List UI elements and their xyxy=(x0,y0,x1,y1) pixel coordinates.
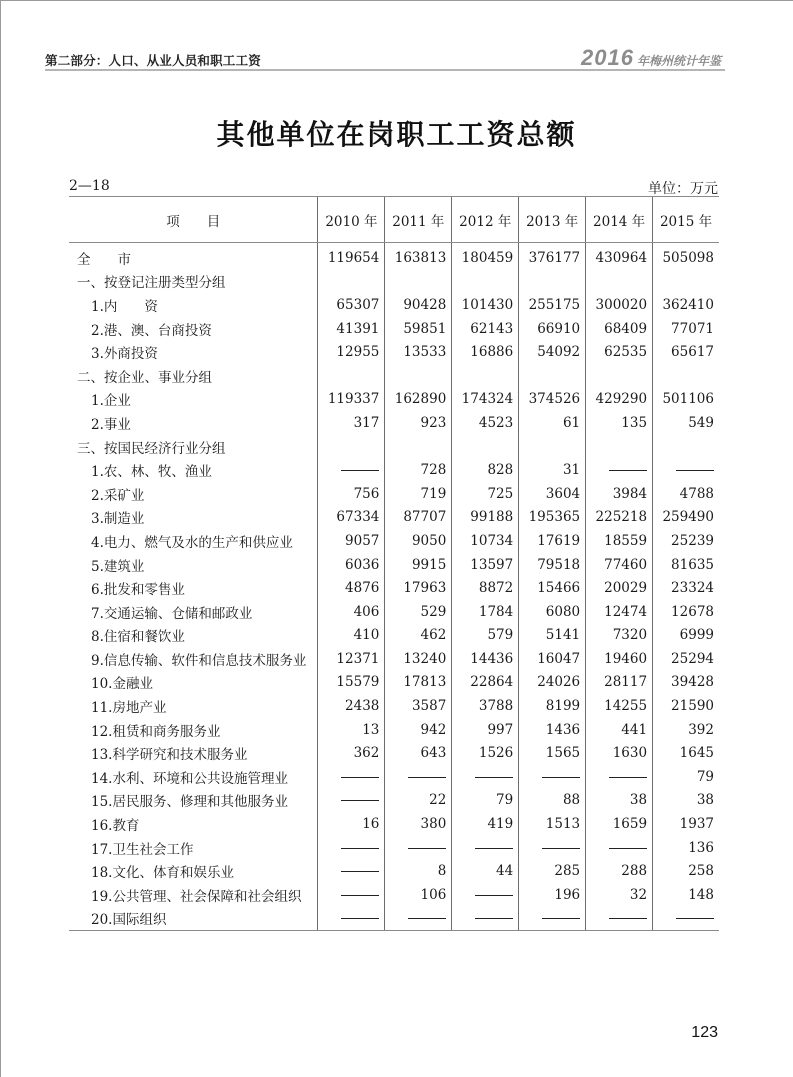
value-cell: 28117 xyxy=(586,671,653,695)
value-cell xyxy=(452,270,519,294)
value-cell: 79 xyxy=(653,765,719,789)
value-cell: 725 xyxy=(452,482,519,506)
value-cell: 148 xyxy=(653,883,719,907)
value-cell xyxy=(653,435,719,459)
dash-mark xyxy=(341,470,379,471)
value-cell: 13533 xyxy=(385,340,452,364)
value-cell: 162890 xyxy=(385,388,452,412)
row-label: 6.批发和零售业 xyxy=(91,582,185,599)
dash-mark xyxy=(542,777,580,778)
value-cell: 1513 xyxy=(519,812,586,836)
section-title: 第二部分：人口、从业人员和职工工资 xyxy=(45,53,261,68)
value-cell: 32 xyxy=(586,883,653,907)
table-row xyxy=(69,859,719,883)
no-data-dash xyxy=(519,907,586,931)
column-header-year: 2013 年 xyxy=(519,197,586,243)
value-cell: 3788 xyxy=(452,694,519,718)
unit-label: 单位：万元 xyxy=(648,181,718,197)
value-cell: 549 xyxy=(653,411,719,435)
value-cell: 6999 xyxy=(653,624,719,648)
value-cell: 21590 xyxy=(653,694,719,718)
value-cell: 196 xyxy=(519,883,586,907)
value-cell: 430964 xyxy=(586,243,653,270)
row-label: 3.外商投资 xyxy=(91,346,158,363)
table-row xyxy=(69,576,719,600)
table-number: 2—18 xyxy=(69,178,110,194)
value-cell xyxy=(385,435,452,459)
value-cell: 23324 xyxy=(653,576,719,600)
table-row xyxy=(69,647,719,671)
total-row xyxy=(69,243,719,270)
column-header-year: 2012 年 xyxy=(452,197,519,243)
value-cell: 99188 xyxy=(452,506,519,530)
running-header xyxy=(45,47,725,71)
row-label: 1.农、林、牧、渔业 xyxy=(91,464,212,481)
value-cell: 14255 xyxy=(586,694,653,718)
no-data-dash xyxy=(318,883,385,907)
no-data-dash xyxy=(586,458,653,482)
row-label: 10.金融业 xyxy=(91,676,153,693)
table-row xyxy=(69,741,719,765)
value-cell: 258 xyxy=(653,859,719,883)
value-cell: 1630 xyxy=(586,741,653,765)
value-cell: 16886 xyxy=(452,340,519,364)
value-cell xyxy=(452,435,519,459)
table-row xyxy=(69,317,719,341)
dash-mark xyxy=(676,470,714,471)
value-cell: 17813 xyxy=(385,671,452,695)
value-cell: 8199 xyxy=(519,694,586,718)
page-title: 其他单位在岗职工工资总额 xyxy=(216,118,577,151)
no-data-dash xyxy=(318,789,385,813)
value-cell: 9050 xyxy=(385,529,452,553)
row-label: 8.住宿和餐饮业 xyxy=(91,629,185,646)
dash-mark xyxy=(609,777,647,778)
table-row xyxy=(69,293,719,317)
no-data-dash xyxy=(586,836,653,860)
value-cell: 25239 xyxy=(653,529,719,553)
value-cell: 1659 xyxy=(586,812,653,836)
no-data-dash xyxy=(653,907,719,931)
yearbook-year: 2016 xyxy=(581,45,634,70)
no-data-dash xyxy=(452,765,519,789)
table-row xyxy=(69,388,719,412)
value-cell: 3604 xyxy=(519,482,586,506)
value-cell: 728 xyxy=(385,458,452,482)
value-cell xyxy=(519,270,586,294)
value-cell: 362410 xyxy=(653,293,719,317)
value-cell: 24026 xyxy=(519,671,586,695)
row-label: 1.企业 xyxy=(91,393,131,410)
column-header-item: 项 目 xyxy=(69,197,318,243)
row-label: 5.建筑业 xyxy=(91,558,145,575)
dash-mark xyxy=(676,918,714,919)
page-number: 123 xyxy=(691,1024,718,1041)
value-cell: 10734 xyxy=(452,529,519,553)
value-cell: 79518 xyxy=(519,553,586,577)
row-label: 12.租赁和商务服务业 xyxy=(91,723,221,740)
value-cell: 13240 xyxy=(385,647,452,671)
value-cell: 410 xyxy=(318,624,385,648)
no-data-dash xyxy=(318,859,385,883)
value-cell xyxy=(318,364,385,388)
value-cell: 4788 xyxy=(653,482,719,506)
value-cell: 2438 xyxy=(318,694,385,718)
value-cell xyxy=(653,364,719,388)
value-cell: 8 xyxy=(385,859,452,883)
dash-mark xyxy=(609,470,647,471)
value-cell: 1645 xyxy=(653,741,719,765)
value-cell: 88 xyxy=(519,789,586,813)
row-label: 18.文化、体育和娱乐业 xyxy=(91,865,234,882)
value-cell: 374526 xyxy=(519,388,586,412)
value-cell: 41391 xyxy=(318,317,385,341)
value-cell: 13 xyxy=(318,718,385,742)
value-cell: 259490 xyxy=(653,506,719,530)
value-cell: 719 xyxy=(385,482,452,506)
value-cell: 39428 xyxy=(653,671,719,695)
dash-mark xyxy=(542,848,580,849)
no-data-dash xyxy=(452,907,519,931)
value-cell: 15466 xyxy=(519,576,586,600)
value-cell: 300020 xyxy=(586,293,653,317)
value-cell: 38 xyxy=(653,789,719,813)
group-header-row xyxy=(69,435,719,459)
row-label: 2.事业 xyxy=(91,416,131,433)
value-cell: 90428 xyxy=(385,293,452,317)
value-cell: 5141 xyxy=(519,624,586,648)
value-cell: 22864 xyxy=(452,671,519,695)
value-cell xyxy=(653,270,719,294)
table-row xyxy=(69,624,719,648)
column-header-year: 2015 年 xyxy=(653,197,719,243)
value-cell: 4523 xyxy=(452,411,519,435)
value-cell: 44 xyxy=(452,859,519,883)
row-label: 3.制造业 xyxy=(91,511,145,528)
dash-mark xyxy=(341,777,379,778)
value-cell: 77460 xyxy=(586,553,653,577)
value-cell: 392 xyxy=(653,718,719,742)
no-data-dash xyxy=(318,765,385,789)
value-cell: 7320 xyxy=(586,624,653,648)
row-label: 11.房地产业 xyxy=(91,700,167,717)
value-cell: 1784 xyxy=(452,600,519,624)
table-row xyxy=(69,671,719,695)
value-cell: 67334 xyxy=(318,506,385,530)
value-cell: 3587 xyxy=(385,694,452,718)
group-header-row xyxy=(69,364,719,388)
value-cell: 255175 xyxy=(519,293,586,317)
value-cell: 79 xyxy=(452,789,519,813)
value-cell: 17619 xyxy=(519,529,586,553)
value-cell: 9057 xyxy=(318,529,385,553)
value-cell: 77071 xyxy=(653,317,719,341)
dash-mark xyxy=(609,848,647,849)
value-cell: 119337 xyxy=(318,388,385,412)
table-row xyxy=(69,836,719,860)
dash-mark xyxy=(341,848,379,849)
value-cell: 16 xyxy=(318,812,385,836)
value-cell: 38 xyxy=(586,789,653,813)
value-cell: 288 xyxy=(586,859,653,883)
yearbook-title: 年梅州统计年鉴 xyxy=(636,54,721,68)
table-row xyxy=(69,529,719,553)
row-label: 2.港、澳、台商投资 xyxy=(91,322,212,339)
no-data-dash xyxy=(318,836,385,860)
table-row xyxy=(69,411,719,435)
dash-mark xyxy=(408,848,446,849)
value-cell: 923 xyxy=(385,411,452,435)
value-cell: 1937 xyxy=(653,812,719,836)
value-cell: 68409 xyxy=(586,317,653,341)
value-cell: 317 xyxy=(318,411,385,435)
value-cell xyxy=(519,364,586,388)
dash-mark xyxy=(341,871,379,872)
value-cell: 22 xyxy=(385,789,452,813)
row-label: 14.水利、环境和公共设施管理业 xyxy=(91,770,288,787)
row-label: 19.公共管理、社会保障和社会组织 xyxy=(91,888,302,905)
dash-mark xyxy=(408,918,446,919)
value-cell: 429290 xyxy=(586,388,653,412)
dash-mark xyxy=(475,895,513,896)
no-data-dash xyxy=(385,836,452,860)
value-cell: 106 xyxy=(385,883,452,907)
row-label: 一、按登记注册类型分组 xyxy=(77,275,226,292)
value-cell: 997 xyxy=(452,718,519,742)
value-cell: 195365 xyxy=(519,506,586,530)
value-cell: 31 xyxy=(519,458,586,482)
row-label: 全 市 xyxy=(77,251,131,268)
no-data-dash xyxy=(318,907,385,931)
row-label: 二、按企业、事业分组 xyxy=(77,369,212,386)
value-cell: 756 xyxy=(318,482,385,506)
row-label: 9.信息传输、软件和信息技术服务业 xyxy=(91,652,307,669)
value-cell: 12474 xyxy=(586,600,653,624)
table-row xyxy=(69,340,719,364)
value-cell: 419 xyxy=(452,812,519,836)
dash-mark xyxy=(475,777,513,778)
value-cell: 12678 xyxy=(653,600,719,624)
table-row xyxy=(69,907,719,931)
no-data-dash xyxy=(452,836,519,860)
dash-mark xyxy=(475,848,513,849)
value-cell: 4876 xyxy=(318,576,385,600)
table-row xyxy=(69,458,719,482)
value-cell: 101430 xyxy=(452,293,519,317)
value-cell: 362 xyxy=(318,741,385,765)
value-cell: 180459 xyxy=(452,243,519,270)
row-label: 20.国际组织 xyxy=(69,907,318,931)
row-label: 15.居民服务、修理和其他服务业 xyxy=(91,794,288,811)
row-label: 1.内 资 xyxy=(91,298,158,315)
table-row xyxy=(69,482,719,506)
value-cell: 16047 xyxy=(519,647,586,671)
value-cell: 9915 xyxy=(385,553,452,577)
value-cell: 18559 xyxy=(586,529,653,553)
value-cell xyxy=(385,270,452,294)
table-row xyxy=(69,789,719,813)
value-cell: 406 xyxy=(318,600,385,624)
value-cell xyxy=(586,270,653,294)
no-data-dash xyxy=(519,765,586,789)
table-row xyxy=(69,812,719,836)
table-row xyxy=(69,765,719,789)
dash-mark xyxy=(475,918,513,919)
value-cell: 505098 xyxy=(653,243,719,270)
row-label: 三、按国民经济行业分组 xyxy=(77,440,226,457)
table-row xyxy=(69,694,719,718)
column-header-year: 2014 年 xyxy=(586,197,653,243)
table-header-row xyxy=(69,197,719,243)
value-cell: 441 xyxy=(586,718,653,742)
row-label: 17.卫生社会工作 xyxy=(91,841,194,858)
value-cell: 61 xyxy=(519,411,586,435)
dash-mark xyxy=(609,918,647,919)
value-cell xyxy=(452,364,519,388)
value-cell: 25294 xyxy=(653,647,719,671)
value-cell: 942 xyxy=(385,718,452,742)
value-cell xyxy=(318,270,385,294)
value-cell: 6080 xyxy=(519,600,586,624)
value-cell: 285 xyxy=(519,859,586,883)
group-header-row xyxy=(69,270,719,294)
value-cell: 20029 xyxy=(586,576,653,600)
value-cell: 380 xyxy=(385,812,452,836)
value-cell: 643 xyxy=(385,741,452,765)
value-cell: 135 xyxy=(586,411,653,435)
value-cell: 579 xyxy=(452,624,519,648)
value-cell: 8872 xyxy=(452,576,519,600)
table-row xyxy=(69,553,719,577)
value-cell: 87707 xyxy=(385,506,452,530)
dash-mark xyxy=(408,777,446,778)
value-cell xyxy=(318,435,385,459)
table-body xyxy=(69,243,719,931)
row-label: 13.科学研究和技术服务业 xyxy=(91,747,248,764)
row-label: 4.电力、燃气及水的生产和供应业 xyxy=(91,534,293,551)
table-row xyxy=(69,883,719,907)
no-data-dash xyxy=(653,458,719,482)
value-cell: 14436 xyxy=(452,647,519,671)
no-data-dash xyxy=(318,458,385,482)
column-header-year: 2011 年 xyxy=(385,197,452,243)
value-cell: 462 xyxy=(385,624,452,648)
value-cell: 54092 xyxy=(519,340,586,364)
no-data-dash xyxy=(385,907,452,931)
value-cell xyxy=(586,435,653,459)
value-cell: 59851 xyxy=(385,317,452,341)
value-cell: 62143 xyxy=(452,317,519,341)
value-cell: 3984 xyxy=(586,482,653,506)
dash-mark xyxy=(341,918,379,919)
no-data-dash xyxy=(452,883,519,907)
value-cell: 1565 xyxy=(519,741,586,765)
page-edge-left xyxy=(0,0,1,1077)
value-cell: 81635 xyxy=(653,553,719,577)
value-cell: 12371 xyxy=(318,647,385,671)
table-row xyxy=(69,600,719,624)
no-data-dash xyxy=(586,907,653,931)
value-cell: 65617 xyxy=(653,340,719,364)
row-label: 7.交通运输、仓储和邮政业 xyxy=(91,605,253,622)
value-cell: 1436 xyxy=(519,718,586,742)
value-cell: 529 xyxy=(385,600,452,624)
column-header-year: 2010 年 xyxy=(318,197,385,243)
table-row xyxy=(69,718,719,742)
value-cell: 225218 xyxy=(586,506,653,530)
dash-mark xyxy=(341,895,379,896)
page-edge-top xyxy=(0,0,793,1)
value-cell xyxy=(385,364,452,388)
value-cell: 828 xyxy=(452,458,519,482)
no-data-dash xyxy=(519,836,586,860)
no-data-dash xyxy=(385,765,452,789)
row-label: 16.教育 xyxy=(91,818,140,835)
value-cell: 163813 xyxy=(385,243,452,270)
value-cell: 66910 xyxy=(519,317,586,341)
dash-mark xyxy=(542,918,580,919)
value-cell: 19460 xyxy=(586,647,653,671)
value-cell: 136 xyxy=(653,836,719,860)
no-data-dash xyxy=(586,765,653,789)
value-cell: 62535 xyxy=(586,340,653,364)
row-label: 2.采矿业 xyxy=(91,487,145,504)
value-cell: 174324 xyxy=(452,388,519,412)
value-cell: 376177 xyxy=(519,243,586,270)
value-cell xyxy=(519,435,586,459)
dash-mark xyxy=(341,800,379,801)
wage-table xyxy=(69,196,719,931)
yearbook-name xyxy=(581,45,721,71)
value-cell: 6036 xyxy=(318,553,385,577)
value-cell: 65307 xyxy=(318,293,385,317)
table-row xyxy=(69,506,719,530)
value-cell: 13597 xyxy=(452,553,519,577)
value-cell: 501106 xyxy=(653,388,719,412)
value-cell: 12955 xyxy=(318,340,385,364)
value-cell: 119654 xyxy=(318,243,385,270)
value-cell: 17963 xyxy=(385,576,452,600)
value-cell: 1526 xyxy=(452,741,519,765)
value-cell xyxy=(586,364,653,388)
value-cell: 15579 xyxy=(318,671,385,695)
